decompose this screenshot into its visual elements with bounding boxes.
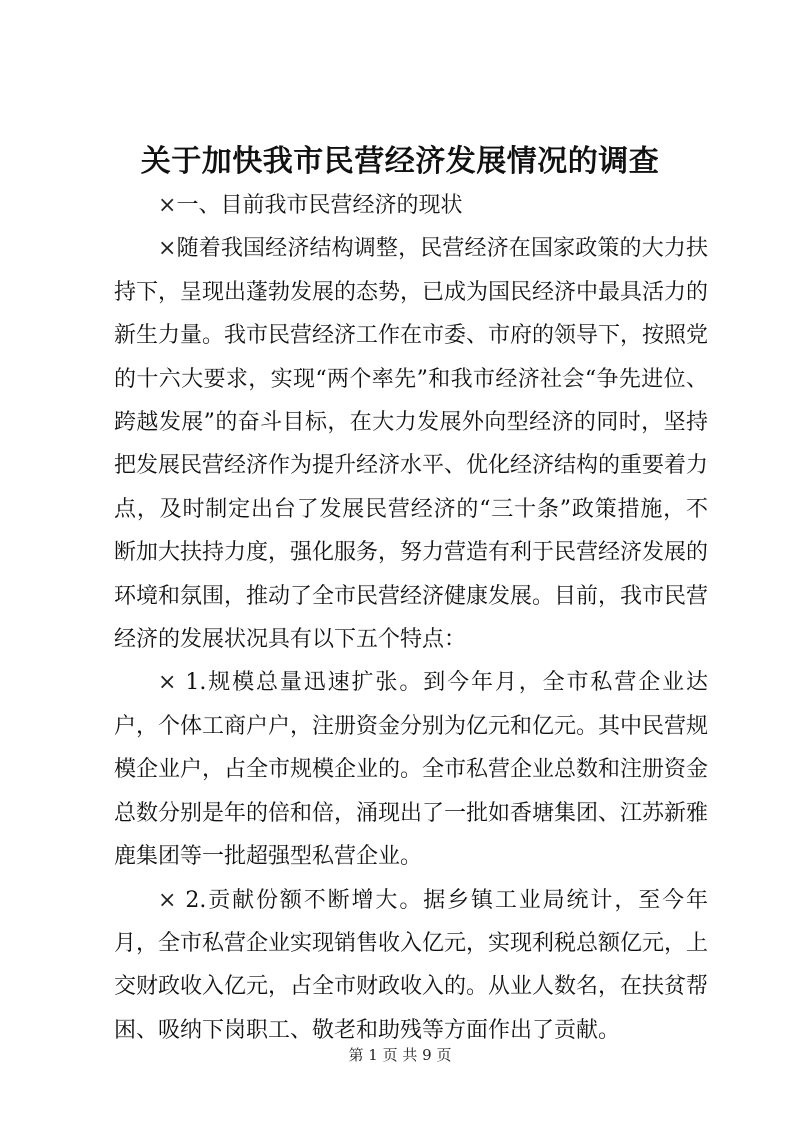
paragraph-text: 随着我国经济结构调整，民营经济在国家政策的大力扶持下，呈现出蓬勃发展的态势，已成为国民经济中最具活力的新生力量。我市民营经济工作在市委、市府的领导下，按照党的十六大要求，实现“两个率先”和我市经济社会“争先进位、跨越发展”的奋斗目标，在大力发展外向型经济的同时，坚持把发展民营经济作为提升经济水平、优化经济结构的重要着力点，及时制定出台了发展民营经济的“三十条”政策措施，不断加大扶持力度，强化服务，努力营造有利于民营经济发展的环境和氛围，推动了全市民营经济健康发展。目前，我市民营经济的发展状况具有以下五个特点：: [114, 236, 709, 653]
paragraph-point-1: [114, 661, 708, 878]
cross-mark-icon: ×: [158, 236, 177, 262]
paragraph-point-2: [114, 879, 708, 1053]
paragraph-text: 2.贡献份额不断增大。据乡镇工业局统计，至今年月，全市私营企业实现销售收入亿元，实现利税总额亿元，上交财政收入亿元，占全市财政收入的。从业人数名，在扶贫帮困、吸纳下岗职工、敬老和助残等方面作出了贡献。: [114, 887, 709, 1043]
paragraph-section-heading: [114, 184, 708, 227]
cross-mark-icon: ×: [158, 193, 177, 218]
document-body: [114, 184, 708, 1052]
cross-mark-icon: ×: [158, 887, 177, 913]
page-number-footer: 第 1 页 共 9 页: [348, 1046, 452, 1064]
document-title: 关于加快我市民营经济发展情况的调查: [140, 144, 660, 179]
paragraph-text: 一、目前我市民营经济的现状: [176, 193, 463, 218]
paragraph-intro: [114, 227, 708, 661]
paragraph-text: 1.规模总量迅速扩张。到今年月，全市私营企业达户，个体工商户户，注册资金分别为亿元和亿元。其中民营规模企业户，占全市规模企业的。全市私营企业总数和注册资金总数分别是年的倍和倍，涌现出了一批如香塘集团、江苏新雅鹿集团等一批超强型私营企业。: [114, 670, 709, 870]
cross-mark-icon: ×: [158, 670, 177, 696]
